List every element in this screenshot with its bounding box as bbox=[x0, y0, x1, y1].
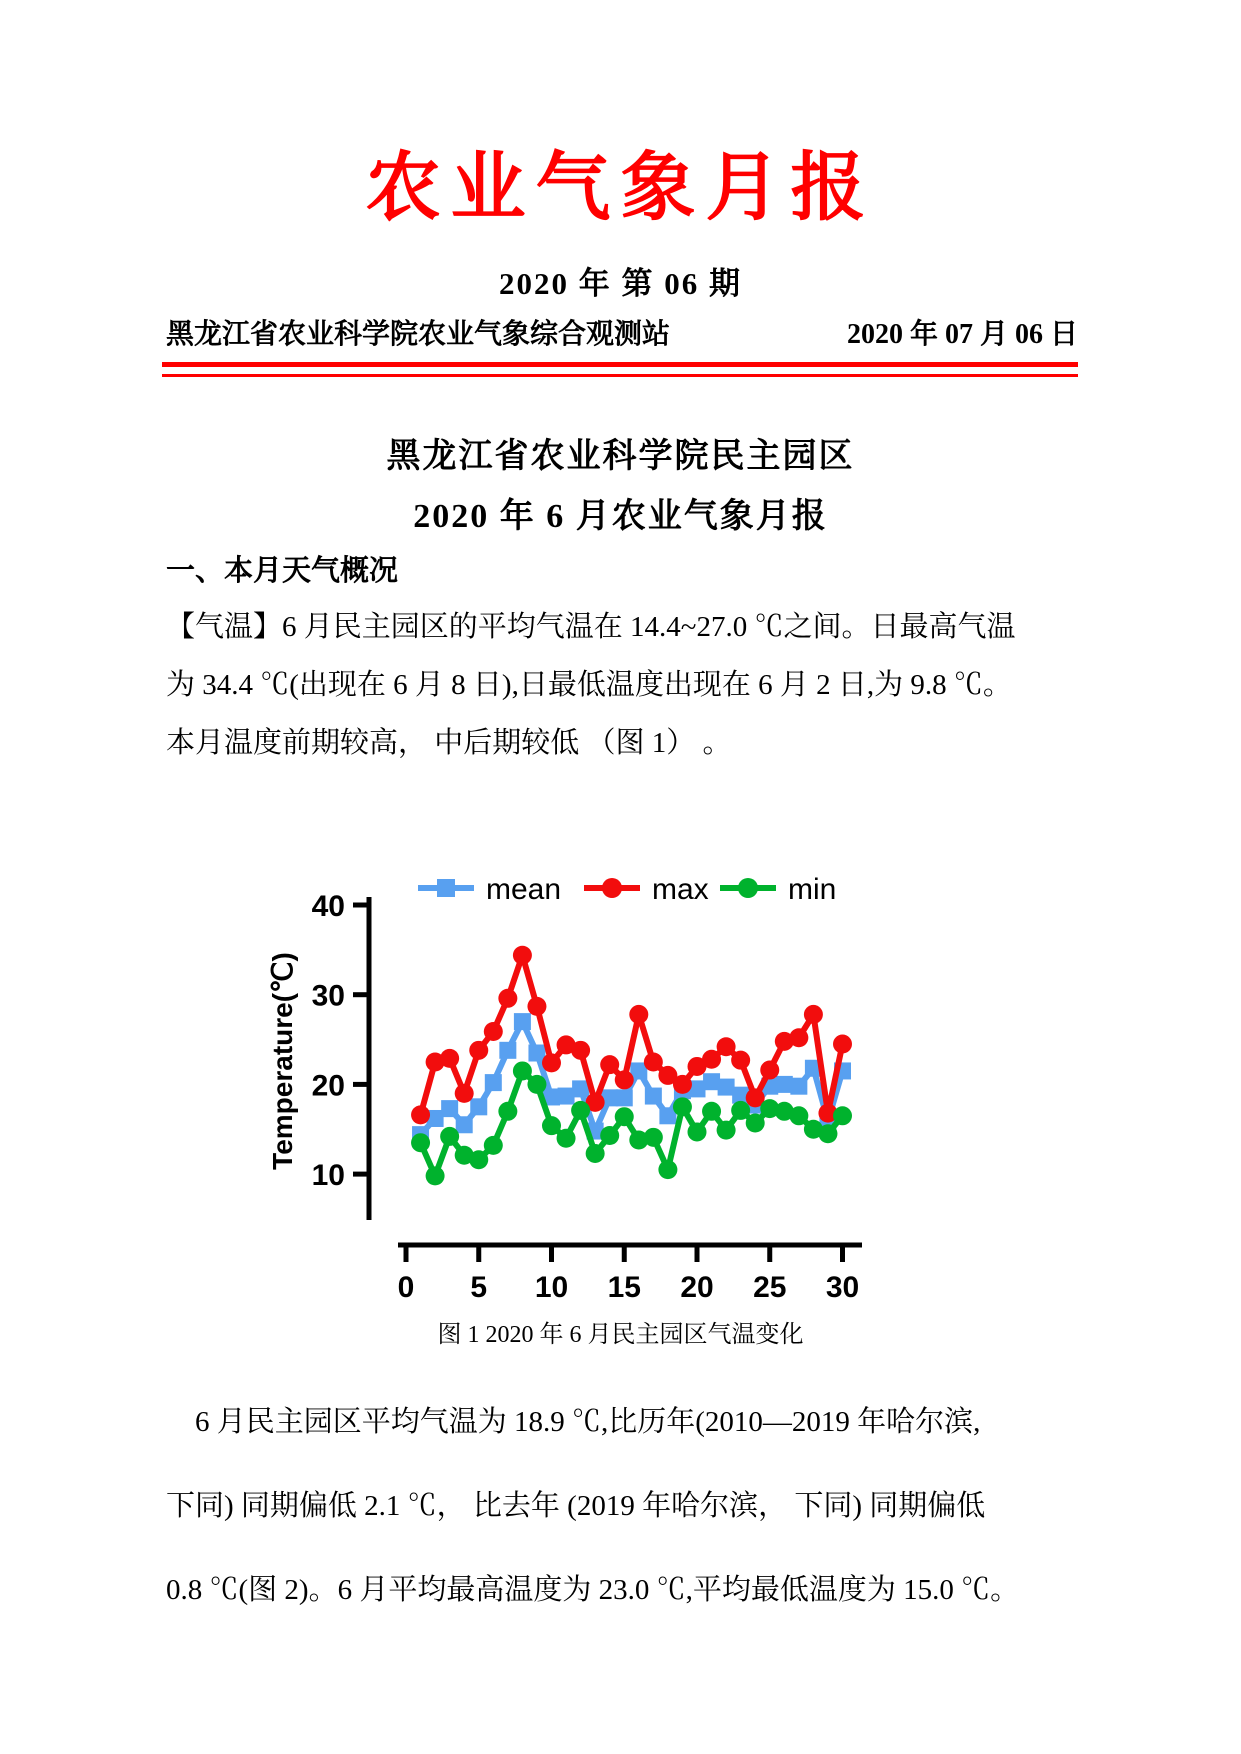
svg-text:20: 20 bbox=[311, 1069, 345, 1103]
paragraph-temperature bbox=[166, 598, 1082, 772]
report-heading-line2: 2020 年 6 月农业气象月报 bbox=[413, 498, 828, 535]
paragraph-line: 为 34.4 ℃(出现在 6 月 8 日),日最低温度出现在 6 月 2 日,为 9.8 ℃。 bbox=[166, 669, 1012, 701]
paragraph-line: 本月温度前期较高， 中后期较低 （图 1） 。 bbox=[166, 727, 732, 759]
masthead-row bbox=[166, 312, 1078, 352]
svg-text:min: min bbox=[788, 873, 837, 906]
svg-text:15: 15 bbox=[607, 1271, 641, 1304]
svg-text:30: 30 bbox=[825, 1271, 860, 1304]
svg-text:30: 30 bbox=[311, 979, 345, 1013]
svg-text:40: 40 bbox=[311, 890, 345, 923]
svg-text:25: 25 bbox=[753, 1271, 787, 1304]
paragraph-line: 【气温】6 月民主园区的平均气温在 14.4~27.0 ℃之间。日最高气温 bbox=[166, 611, 1016, 643]
svg-text:20: 20 bbox=[680, 1271, 714, 1304]
svg-text:0: 0 bbox=[397, 1271, 415, 1304]
station-name: 黑龙江省农业科学院农业气象综合观测站 bbox=[166, 319, 671, 350]
svg-text:max: max bbox=[652, 873, 709, 906]
figure-1 bbox=[246, 843, 886, 1318]
page-title: 农业气象月报 bbox=[365, 147, 876, 230]
svg-text:10: 10 bbox=[534, 1271, 569, 1304]
svg-text:10: 10 bbox=[311, 1159, 345, 1193]
paragraph-line: 6 月民主园区平均气温为 18.9 ℃,比历年(2010—2019 年哈尔滨, bbox=[195, 1406, 981, 1438]
issue-number: 2020 年 第 06 期 bbox=[499, 266, 742, 301]
svg-text:mean: mean bbox=[486, 873, 562, 906]
paragraph-line: 下同) 同期偏低 2.1 ℃， 比去年 (2019 年哈尔滨， 下同) 同期偏低 bbox=[166, 1490, 986, 1522]
double-red-rule bbox=[162, 362, 1078, 377]
svg-text:5: 5 bbox=[470, 1271, 488, 1304]
publish-date: 2020 年 07 月 06 日 bbox=[846, 319, 1078, 350]
temperature-chart bbox=[246, 843, 886, 1318]
report-heading-line1: 黑龙江省农业科学院民主园区 bbox=[386, 438, 855, 475]
paragraph-line: 0.8 ℃(图 2)。6 月平均最高温度为 23.0 ℃,平均最低温度为 15.0 ℃。 bbox=[166, 1574, 1020, 1606]
figure-1-caption: 图 1 2020 年 6 月民主园区气温变化 bbox=[437, 1322, 804, 1348]
section-1-title: 一、本月天气概况 bbox=[166, 555, 399, 587]
svg-text:Temperature(℃): Temperature(℃) bbox=[267, 952, 298, 1170]
paragraph-comparison bbox=[166, 1380, 1082, 1632]
